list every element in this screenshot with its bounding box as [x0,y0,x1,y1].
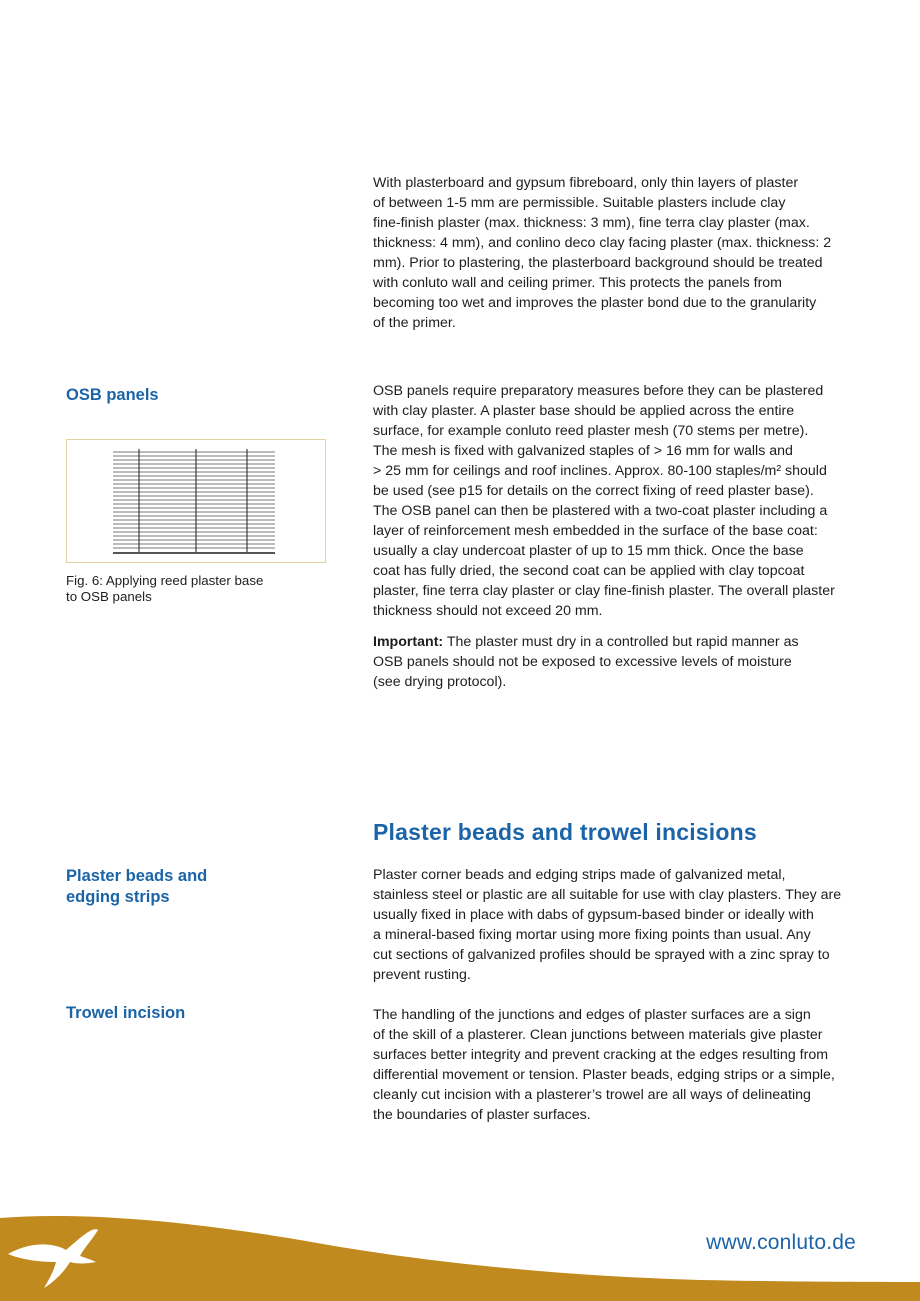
website-link[interactable]: www.conluto.de [706,1231,856,1254]
osb-heading: OSB panels [66,386,159,404]
trowel-heading: Trowel incision [66,1004,186,1022]
important-label: Important: [373,634,444,650]
footer-wave [0,1216,920,1301]
important-text: The plaster must dry in a controlled but rapid manner as OSB panels should not be exposed to excessive levels of moisture (see drying protocol). [373,634,799,690]
important-note [373,632,863,692]
osb-figure [66,439,326,563]
beads-paragraph: Plaster corner beads and edging strips made of galvanized metal, stainless steel or plastic are all suitable for use with clay plasters. They are usually fixed in place with dabs of gypsum-based binder or ideally with a mineral-based fixing mortar using more fixing points than usual. Any cut sections of galvanized profiles should be sprayed with a zinc spray to prevent rusting. [373,867,842,983]
osb-paragraph: OSB panels require preparatory measures before they can be plastered with clay plaster. A plaster base should be applied across the entire surface, for example conluto reed plaster mesh (70 stems per metre). The mesh is fixed with galvanized staples of > 16 mm for walls and > 25 mm for ceilings and roof inclines. Approx. 80-100 staples/m² should be used (see p15 for details on the correct fixing of reed plaster base). The OSB panel can then be plastered with a two-coat plaster including a layer of reinforcement mesh embedded in the surface of the base coat: usually a clay undercoat plaster of up to 15 mm thick. Once the base coat has fully dried, the second coat can be applied with clay topcoat plaster, fine terra clay plaster or clay fine-finish plaster. The overall plaster thickness should not exceed 20 mm. [373,383,835,619]
trowel-paragraph: The handling of the junctions and edges of plaster surfaces are a sign of the skill of a plasterer. Clean junctions between materials give plaster surfaces better integrity and prevent cracking at the edges resulting from differential movement or tension. Plaster beads, edging strips or a simple, cleanly cut incision with a plasterer’s trowel are all ways of delineating the boundaries of plaster surfaces. [373,1007,835,1123]
figure-caption: Fig. 6: Applying reed plaster base to OSB panels [66,573,264,604]
intro-paragraph: With plasterboard and gypsum fibreboard, only thin layers of plaster of between 1-5 mm are permissible. Suitable plasters include clay fine-finish plaster (max. thickness: 3 mm), fine terra clay plaster (max. thickness: 4 mm), and conlino deco clay facing plaster (max. thickness: 2 mm). Prior to plastering, the plasterboard background should be treated with conluto wall and ceiling primer. This protects the panels from becoming too wet and improves the plaster bond due to the granularity of the primer. [373,175,832,331]
reed-mesh-illustration [67,440,325,562]
beads-heading: Plaster beads and edging strips [66,867,208,906]
section-title: Plaster beads and trowel incisions [373,819,757,845]
footer-band [0,1212,920,1301]
